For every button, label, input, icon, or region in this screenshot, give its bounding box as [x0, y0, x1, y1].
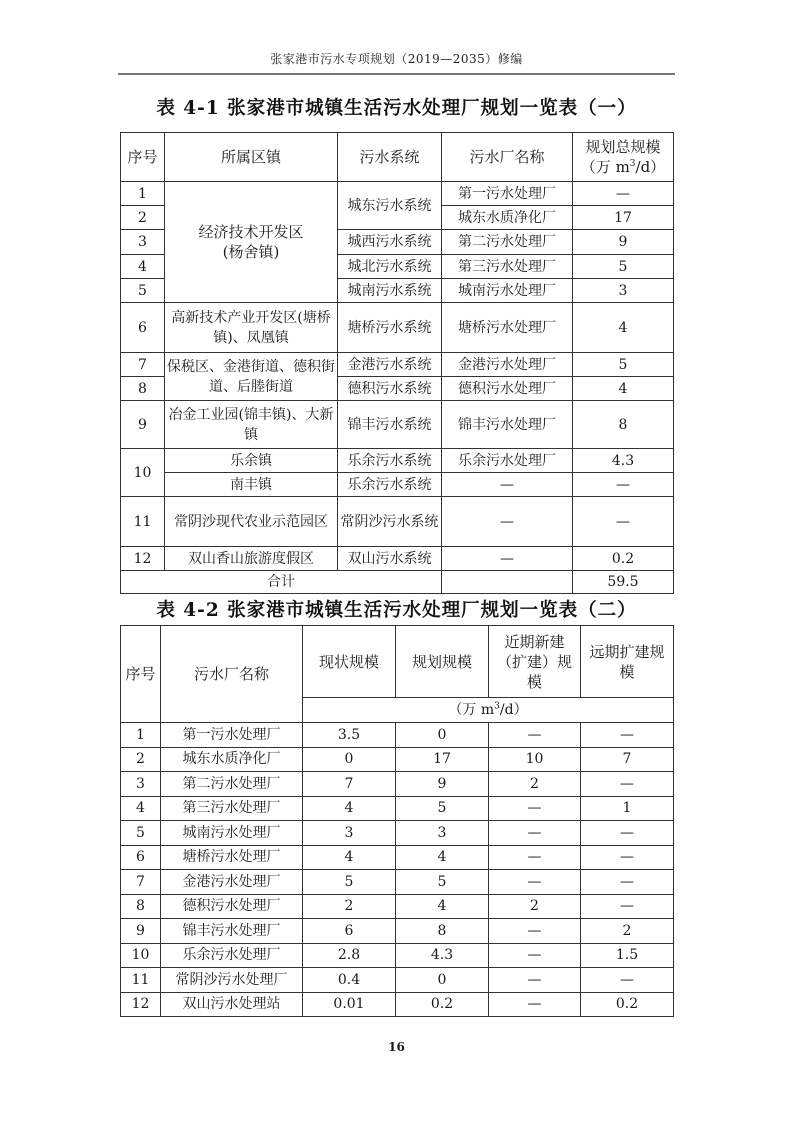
- district-sub: (杨舍镇): [222, 243, 280, 261]
- table2-caption: 表 4-2 张家港市城镇生活污水处理厂规划一览表（二）: [156, 600, 637, 621]
- cell-district: 乐余镇: [165, 449, 338, 473]
- table-header-row: [121, 626, 674, 698]
- cell-no: 11: [121, 497, 165, 547]
- cell-plant: 第二污水处理厂: [442, 230, 573, 255]
- header-plant: 污水厂名称: [442, 133, 573, 182]
- header-no: 序号: [121, 626, 161, 723]
- cell-no: 5: [121, 821, 161, 846]
- cell-planned: 5: [396, 870, 489, 895]
- cell-long-term: —: [581, 821, 674, 846]
- cell-no: 4: [121, 255, 165, 279]
- cell-no: 6: [121, 303, 165, 353]
- table-row: [121, 473, 674, 497]
- table-row: [121, 497, 674, 547]
- table-row: [121, 796, 674, 821]
- cell-no: 5: [121, 279, 165, 303]
- cell-plant: 锦丰污水处理厂: [442, 401, 573, 449]
- cell-plant: 第一污水处理厂: [161, 723, 303, 748]
- cell-no: 11: [121, 968, 161, 993]
- cell-current: 2: [303, 894, 396, 919]
- table-row: [121, 449, 674, 473]
- cell-plant: —: [442, 473, 573, 497]
- table-row: [121, 353, 674, 377]
- table-row: [121, 772, 674, 797]
- cell-current: 0.4: [303, 968, 396, 993]
- cell-near-term: —: [489, 723, 581, 748]
- cell-planned: 3: [396, 821, 489, 846]
- cell-district: [165, 182, 338, 303]
- cell-near-term: —: [489, 968, 581, 993]
- cell-near-term: —: [489, 821, 581, 846]
- cell-plant: 城南污水处理厂: [442, 279, 573, 303]
- cell-current: 3: [303, 821, 396, 846]
- cell-no: 2: [121, 206, 165, 230]
- table-header-row: [121, 133, 674, 182]
- cell-planned: 17: [396, 747, 489, 772]
- cell-scale: 17: [573, 206, 674, 230]
- cell-no: 10: [121, 449, 165, 497]
- cell-plant: 城东水质净化厂: [442, 206, 573, 230]
- table2-body: [121, 723, 674, 1017]
- cell-system: 塘桥污水系统: [338, 303, 442, 353]
- header-rule: [118, 73, 675, 75]
- header-scale: [573, 133, 674, 182]
- table-4-1: [120, 132, 674, 594]
- cell-long-term: 1: [581, 796, 674, 821]
- cell-district: 南丰镇: [165, 473, 338, 497]
- header-near-term: 近期新建（扩建）规模: [489, 626, 581, 698]
- cell-planned: 0: [396, 723, 489, 748]
- cell-current: 7: [303, 772, 396, 797]
- header-no: 序号: [121, 133, 165, 182]
- cell-district: 双山香山旅游度假区: [165, 547, 338, 571]
- total-empty: [442, 571, 573, 594]
- cell-planned: 0: [396, 968, 489, 993]
- cell-planned: 5: [396, 796, 489, 821]
- table1-caption: 表 4-1 张家港市城镇生活污水处理厂规划一览表（一）: [156, 98, 637, 119]
- cell-near-term: —: [489, 796, 581, 821]
- cell-no: 10: [121, 943, 161, 968]
- cell-current: 5: [303, 870, 396, 895]
- cell-current: 0.01: [303, 992, 396, 1017]
- cell-system: 金港污水系统: [338, 353, 442, 377]
- cell-scale: 4: [573, 377, 674, 401]
- cell-scale: 8: [573, 401, 674, 449]
- cell-plant: 金港污水处理厂: [442, 353, 573, 377]
- cell-near-term: 10: [489, 747, 581, 772]
- cell-current: 2.8: [303, 943, 396, 968]
- cell-long-term: —: [581, 870, 674, 895]
- cell-scale: —: [573, 182, 674, 206]
- page-number: 16: [388, 1040, 405, 1054]
- table-row: [121, 303, 674, 353]
- cell-near-term: —: [489, 992, 581, 1017]
- header-district: 所属区镇: [165, 133, 338, 182]
- cell-near-term: 2: [489, 894, 581, 919]
- table-row: [121, 943, 674, 968]
- cell-plant: 锦丰污水处理厂: [161, 919, 303, 944]
- cell-no: 7: [121, 353, 165, 377]
- cell-plant: 乐余污水处理厂: [442, 449, 573, 473]
- cell-system: 城南污水系统: [338, 279, 442, 303]
- cell-no: 2: [121, 747, 161, 772]
- cell-plant: —: [442, 497, 573, 547]
- cell-system: 德积污水系统: [338, 377, 442, 401]
- district-name: 经济技术开发区: [198, 223, 304, 241]
- cell-long-term: —: [581, 772, 674, 797]
- cell-current: 6: [303, 919, 396, 944]
- cell-system: 城东污水系统: [338, 182, 442, 230]
- table-row: [121, 919, 674, 944]
- cell-planned: 0.2: [396, 992, 489, 1017]
- cell-plant: 塘桥污水处理厂: [442, 303, 573, 353]
- table-row: [121, 845, 674, 870]
- cell-plant: 常阴沙污水处理厂: [161, 968, 303, 993]
- cell-scale: 5: [573, 255, 674, 279]
- cell-plant: 城东水质净化厂: [161, 747, 303, 772]
- cell-plant: 城南污水处理厂: [161, 821, 303, 846]
- cell-system: 锦丰污水系统: [338, 401, 442, 449]
- cell-long-term: —: [581, 723, 674, 748]
- cell-system: 双山污水系统: [338, 547, 442, 571]
- cell-scale: —: [573, 473, 674, 497]
- total-value: 59.5: [573, 571, 674, 594]
- cell-no: 6: [121, 845, 161, 870]
- table-row: [121, 747, 674, 772]
- cell-near-term: 2: [489, 772, 581, 797]
- cell-long-term: 0.2: [581, 992, 674, 1017]
- cell-no: 3: [121, 230, 165, 255]
- cell-no: 12: [121, 992, 161, 1017]
- cell-scale: 0.2: [573, 547, 674, 571]
- cell-scale: —: [573, 497, 674, 547]
- header-plant: 污水厂名称: [161, 626, 303, 723]
- cell-district: 常阴沙现代农业示范园区: [165, 497, 338, 547]
- cell-near-term: —: [489, 919, 581, 944]
- total-row: [121, 571, 674, 594]
- cell-no: 9: [121, 919, 161, 944]
- cell-scale: 9: [573, 230, 674, 255]
- cell-plant: 金港污水处理厂: [161, 870, 303, 895]
- table-row: [121, 723, 674, 748]
- cell-current: 0: [303, 747, 396, 772]
- cell-long-term: 2: [581, 919, 674, 944]
- cell-district: 高新技术产业开发区(塘桥镇)、凤凰镇: [165, 303, 338, 353]
- table-row: [121, 821, 674, 846]
- cell-near-term: —: [489, 870, 581, 895]
- cell-current: 3.5: [303, 723, 396, 748]
- cell-planned: 4: [396, 845, 489, 870]
- cell-plant: 第一污水处理厂: [442, 182, 573, 206]
- table-row: [121, 870, 674, 895]
- cell-no: 4: [121, 796, 161, 821]
- cell-current: 4: [303, 845, 396, 870]
- table-row: [121, 968, 674, 993]
- cell-plant: 乐余污水处理厂: [161, 943, 303, 968]
- cell-no: 1: [121, 182, 165, 206]
- cell-no: 8: [121, 377, 165, 401]
- cell-no: 7: [121, 870, 161, 895]
- header-system: 污水系统: [338, 133, 442, 182]
- cell-scale: 5: [573, 353, 674, 377]
- cell-system: 乐余污水系统: [338, 473, 442, 497]
- cell-planned: 4: [396, 894, 489, 919]
- cell-plant: 第三污水处理厂: [442, 255, 573, 279]
- cell-planned: 4.3: [396, 943, 489, 968]
- cell-long-term: 7: [581, 747, 674, 772]
- cell-long-term: —: [581, 894, 674, 919]
- table-row: [121, 182, 674, 206]
- cell-current: 4: [303, 796, 396, 821]
- cell-no: 1: [121, 723, 161, 748]
- header-planned: 规划规模: [396, 626, 489, 698]
- cell-plant: 德积污水处理厂: [442, 377, 573, 401]
- unit-label: （万 $m^3/d$）: [303, 698, 674, 723]
- table-row: [121, 547, 674, 571]
- cell-scale: 4.3: [573, 449, 674, 473]
- header-scale-label: 规划总规模: [585, 138, 661, 156]
- table-row: [121, 894, 674, 919]
- running-head: 张家港市污水专项规划（2019—2035）修编: [270, 52, 523, 66]
- cell-system: 乐余污水系统: [338, 449, 442, 473]
- cell-near-term: —: [489, 943, 581, 968]
- cell-planned: 8: [396, 919, 489, 944]
- cell-long-term: —: [581, 845, 674, 870]
- cell-plant: —: [442, 547, 573, 571]
- cell-district: 保税区、金港街道、德积街道、后塍街道: [165, 353, 338, 401]
- cell-plant: 双山污水处理站: [161, 992, 303, 1017]
- cell-plant: 第三污水处理厂: [161, 796, 303, 821]
- cell-system: 常阴沙污水系统: [338, 497, 442, 547]
- cell-long-term: 1.5: [581, 943, 674, 968]
- cell-district: 冶金工业园(锦丰镇)、大新镇: [165, 401, 338, 449]
- cell-no: 12: [121, 547, 165, 571]
- cell-scale: 4: [573, 303, 674, 353]
- cell-plant: 德积污水处理厂: [161, 894, 303, 919]
- table-4-2: [120, 625, 674, 1017]
- cell-near-term: —: [489, 845, 581, 870]
- cell-no: 3: [121, 772, 161, 797]
- cell-scale: 3: [573, 279, 674, 303]
- cell-system: 城北污水系统: [338, 255, 442, 279]
- header-scale-unit: （万 $m^3/d$）: [580, 158, 666, 176]
- table-row: [121, 992, 674, 1017]
- cell-plant: 塘桥污水处理厂: [161, 845, 303, 870]
- header-long-term: 远期扩建规模: [581, 626, 674, 698]
- cell-system: 城西污水系统: [338, 230, 442, 255]
- total-label: 合计: [121, 571, 442, 594]
- cell-long-term: —: [581, 968, 674, 993]
- cell-plant: 第二污水处理厂: [161, 772, 303, 797]
- cell-no: 9: [121, 401, 165, 449]
- cell-planned: 9: [396, 772, 489, 797]
- header-current: 现状规模: [303, 626, 396, 698]
- cell-no: 8: [121, 894, 161, 919]
- table-row: [121, 401, 674, 449]
